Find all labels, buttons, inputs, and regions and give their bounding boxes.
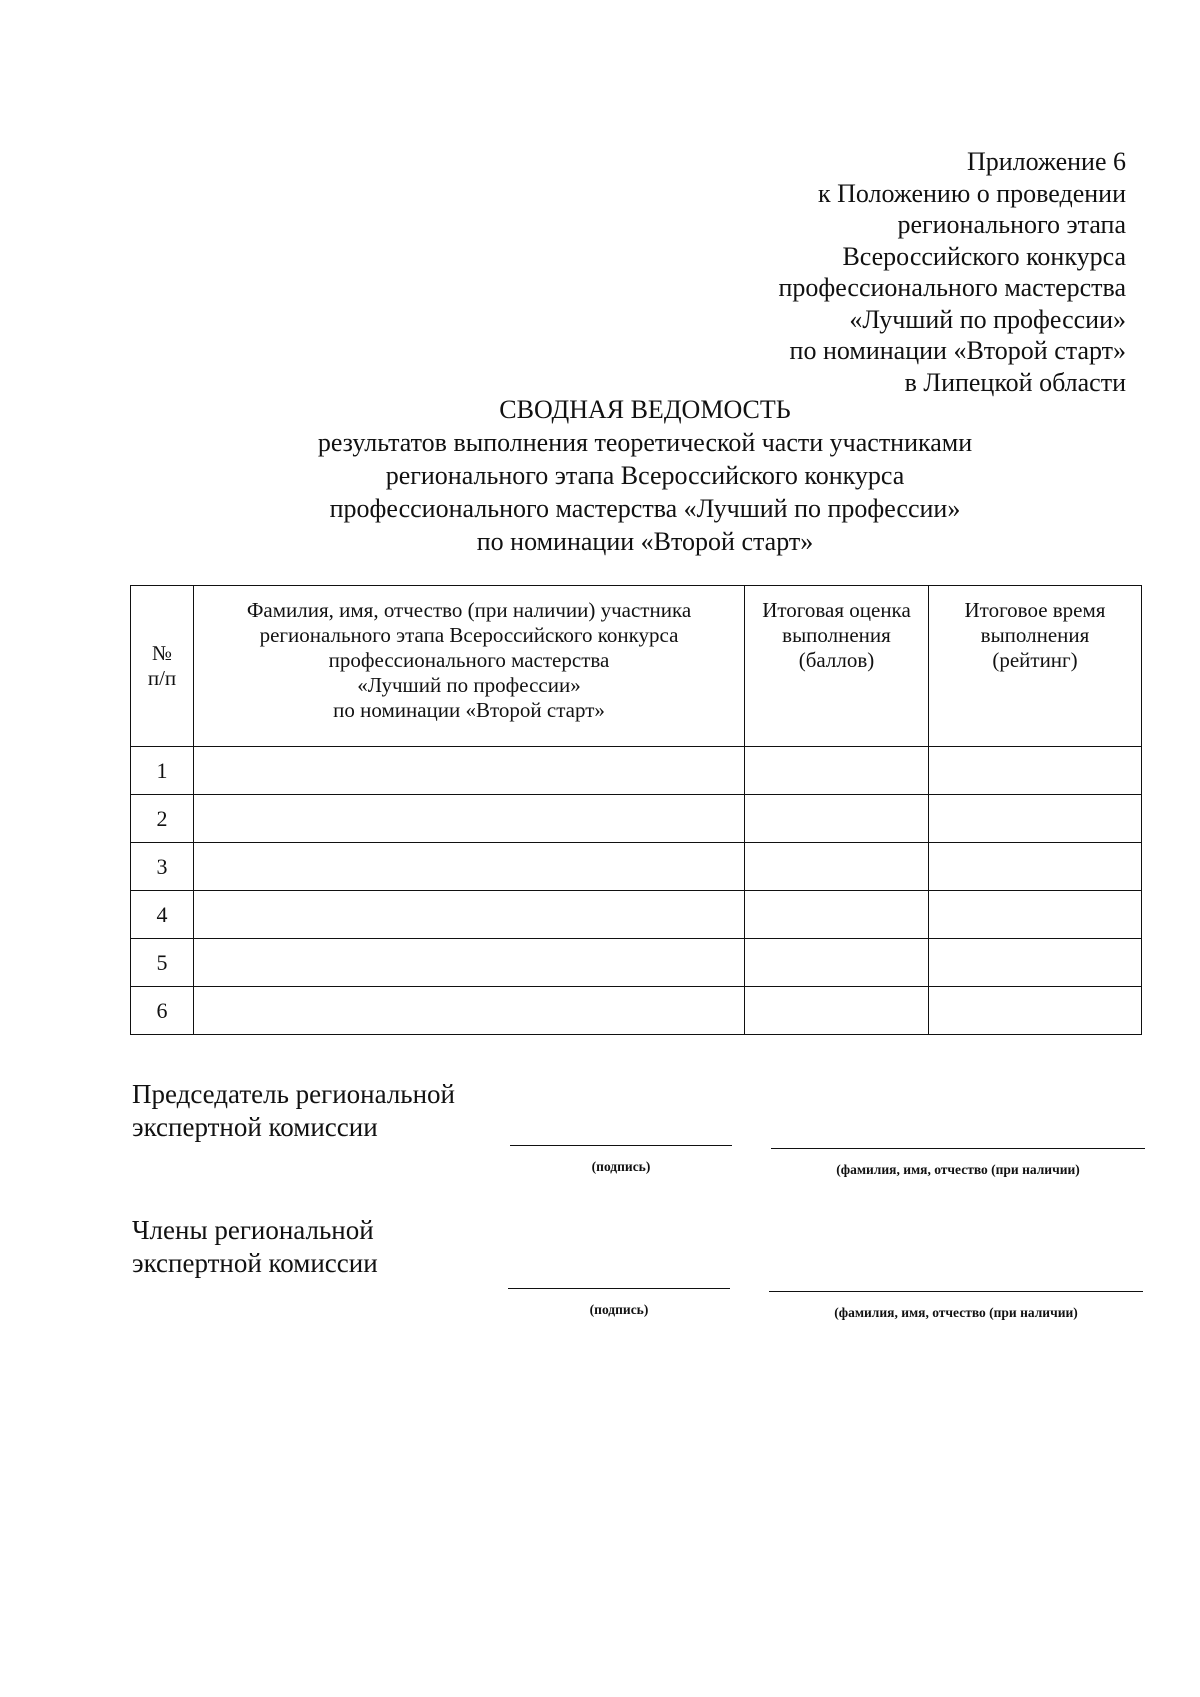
score-cell[interactable] — [745, 987, 929, 1035]
participant-name-cell[interactable] — [194, 939, 745, 987]
results-table — [130, 585, 1142, 1035]
time-cell[interactable] — [929, 939, 1142, 987]
document-subtitle-line: по номинации «Второй старт» — [476, 527, 814, 556]
header-line: «Лучший по профессии» — [357, 673, 581, 697]
time-cell[interactable] — [929, 795, 1142, 843]
table-row — [131, 747, 1142, 795]
header-line: (баллов) — [798, 648, 875, 672]
members-name-caption: (фамилия, имя, отчество (при наличии) — [834, 1305, 1078, 1320]
time-cell[interactable] — [929, 747, 1142, 795]
header-line: выполнения — [782, 623, 891, 647]
header-number — [131, 586, 194, 747]
row-number: 5 — [131, 939, 194, 987]
table-header-row — [131, 586, 1142, 747]
header-line: № — [151, 641, 173, 665]
table-row — [131, 939, 1142, 987]
document-subtitle-line: регионального этапа Всероссийского конкурса — [385, 461, 905, 490]
annex-line: Всероссийского конкурса — [842, 241, 1126, 271]
header-line: Итоговая оценка — [762, 598, 911, 622]
header-line: Итоговое время — [964, 598, 1106, 622]
header-line: выполнения — [980, 623, 1090, 647]
score-cell[interactable] — [745, 891, 929, 939]
time-cell[interactable] — [929, 843, 1142, 891]
participant-name-cell[interactable] — [194, 795, 745, 843]
time-cell[interactable] — [929, 987, 1142, 1035]
members-label — [132, 1214, 378, 1280]
participant-name-cell[interactable] — [194, 843, 745, 891]
chairman-name-line[interactable] — [771, 1148, 1145, 1149]
score-cell[interactable] — [745, 843, 929, 891]
members-label-line: Члены региональной — [132, 1215, 374, 1245]
participant-name-cell[interactable] — [194, 987, 745, 1035]
document-subtitle-line: профессионального мастерства «Лучший по профессии» — [329, 494, 961, 523]
score-cell[interactable] — [745, 747, 929, 795]
header-line: (рейтинг) — [992, 648, 1078, 672]
chairman-label — [132, 1078, 455, 1144]
document-title-block — [0, 393, 1200, 558]
row-number: 6 — [131, 987, 194, 1035]
members-name-line[interactable] — [769, 1291, 1143, 1292]
annex-line: к Положению о проведении — [817, 178, 1126, 208]
table-row — [131, 795, 1142, 843]
members-label-line: экспертной комиссии — [132, 1248, 378, 1278]
header-final-time — [929, 586, 1142, 747]
time-cell[interactable] — [929, 891, 1142, 939]
score-cell[interactable] — [745, 795, 929, 843]
members-signature-caption: (подпись) — [589, 1302, 649, 1317]
header-line: п/п — [147, 666, 177, 690]
chairman-name-caption: (фамилия, имя, отчество (при наличии) — [836, 1162, 1080, 1177]
row-number: 3 — [131, 843, 194, 891]
annex-line: «Лучший по профессии» — [849, 304, 1126, 334]
row-number: 2 — [131, 795, 194, 843]
header-line: профессионального мастерства — [328, 648, 610, 672]
header-line: Фамилия, имя, отчество (при наличии) участника — [246, 598, 692, 622]
annex-line: регионального этапа — [897, 210, 1126, 239]
chairman-signature-caption: (подпись) — [591, 1159, 651, 1174]
chairman-signature-line[interactable] — [510, 1145, 732, 1146]
document-heading: СВОДНАЯ ВЕДОМОСТЬ — [499, 395, 791, 424]
header-line: регионального этапа Всероссийского конкурса — [259, 623, 679, 647]
annex-line: профессионального мастерства — [778, 273, 1126, 302]
participant-name-cell[interactable] — [194, 891, 745, 939]
chairman-label-line: Председатель региональной — [132, 1079, 456, 1109]
members-signature-line[interactable] — [508, 1288, 730, 1289]
row-number: 1 — [131, 747, 194, 795]
chairman-label-line: экспертной комиссии — [132, 1112, 378, 1142]
annex-header — [778, 146, 1126, 398]
header-final-score — [745, 586, 929, 747]
table-row — [131, 987, 1142, 1035]
annex-line: Приложение 6 — [966, 147, 1126, 176]
participant-name-cell[interactable] — [194, 747, 745, 795]
annex-line: по номинации «Второй старт» — [789, 336, 1126, 365]
document-subtitle-line: результатов выполнения теоретической части участниками — [317, 428, 973, 457]
score-cell[interactable] — [745, 939, 929, 987]
header-participant-name — [194, 586, 745, 747]
annex-line: в Липецкой области — [904, 367, 1126, 397]
row-number: 4 — [131, 891, 194, 939]
table-row — [131, 891, 1142, 939]
header-line: по номинации «Второй старт» — [333, 698, 605, 722]
table-row — [131, 843, 1142, 891]
